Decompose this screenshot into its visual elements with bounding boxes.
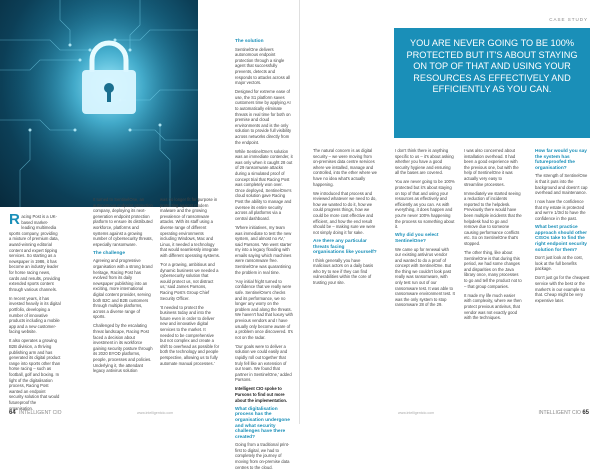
paragraph: 'Any initial fright turned to confidence that we really were safe. SentinelOne's checks and its performance, we no longer any worry on the problem and along the threats. We haven't had that luxury with previous vendors and I have usually only become aware of a problem once discovered. It's not on the radar.	[235, 278, 293, 340]
left-column-1	[9, 211, 61, 415]
paragraph: Challenged by the escalating threat landscape, Racing Post faced a decision about investment in its workforce gaining security posture through its 2020 BYOD platforms, people, processes and policies. Underlying it, the attendant legacy antivirus solution	[93, 323, 153, 374]
paragraph: I don't think there is anything specific to us – it's about asking whether you have a good security hygiene and ensuring all the bases are covered.	[395, 148, 454, 176]
intro-paragraph-2: In recent years, it has invested heavily in its digital portfolio, developing a number of innovative products including a mobile app and a new customer-facing website.	[9, 295, 61, 335]
pull-quote: YOU ARE NEVER GOING TO BE 100% PROTECTED BUT IT'S ABOUT STAYING ON TOP OF THAT AND USING YOUR RESOURCES AS EFFECTIVELY AND EFFICIENTLY AS YOU CAN.	[394, 28, 590, 138]
footer-url-right: www.intelligentcio.com	[398, 411, 435, 415]
intro-paragraph-1: acing Post is a UK-based market-leading multimedia sports company, providing a mixture of premium data, award-winning editorial content and expert tipping services. So starting as a newspaper in 1986, it has become an industry leader for horse racing news, cards and results, providing extended sports content through various channels.	[9, 214, 61, 292]
paragraph: was no longer fit for purpose in protecting against modern malware and the growing prevalence of ransomware attacks. With its staff using a diverse range of different operating environments including Windows, Mac and Linux, it needed a technology that would seamlessly integrate with different operating systems.	[160, 197, 220, 258]
paragraph: Don't just look at the cost, look at the full benefits package.	[535, 255, 583, 272]
folio-right	[539, 410, 592, 416]
question-heading: What digitalisation process has the organisation undergone and what security challenges have there created?	[235, 406, 290, 440]
question-heading: Are there any particular threats facing organisations like yourself?	[313, 238, 377, 256]
paragraph: The other thing, like about SentinelOne is that during this period, we had some changes and disparities on the Java library once, many processes to go and tell the product not to – that group companies.	[464, 250, 522, 289]
left-page	[0, 0, 300, 470]
question-heading: What best practice approach should other CISOs take to find the right endpoint security solution for them?	[535, 225, 587, 253]
section-tag: CASE STUDY	[549, 17, 588, 22]
paragraph: 'It needed to protect the business today and into the future even in order to deliver new and innovative digital services to the market. It needed to be comprehensive but not complex and create a shift to overhead as possible for both the technology and people perspective, allowing us to fully automate manual processes.'	[160, 304, 220, 366]
paragraph: Agreeing and progressive organisation with a strong brand heritage, Racing Post has evolved from its daily newspaper publishing into an exciting, more international digital content provider, serving both B2C and B2B customers through multiple platforms, across a diverse range of sports.	[93, 258, 153, 320]
right-column-2	[395, 148, 455, 312]
right-column-4	[535, 148, 591, 307]
magazine-name: INTELLIGENT CIO	[19, 410, 62, 416]
paragraph: The strength of SentinelOne is that it puts into the background and doesn't cap overhead and maintenance.	[535, 173, 588, 196]
paragraph: SentinelOne delivers autonomous endpoint protection through a single agent that successfully prevents, detects and responds to attacks across all major vectors.	[235, 46, 291, 86]
paragraph: Immediately we started seeing a reduction of incidents reported to the helpdesk. Previously there would have been multiple incidents that the helpdesk had to go and remove due to someone causing performance conflicts etc. So on SentinelOne that's stopped.	[464, 190, 522, 246]
paragraph: We came up for renewal with our existing antivirus vendor and wanted to do a proof of concept with SentinelOne. But the thing we couldn't look past really was ransomware, with only test run out of our ransomware test. It was able to ransomware environment test. It was the only system to stop ransomware 28 of the 29.	[395, 246, 455, 308]
paragraph: The natural concern is as digital security – we were moving from on-premises data centre services where we installed, manage and controlled, into the ether where we have no idea what's actually happening.	[313, 148, 378, 187]
section-heading-challenge: The challenge	[93, 250, 125, 256]
left-column-2	[93, 197, 153, 377]
right-column-1	[313, 148, 377, 289]
page-number: 65	[582, 410, 589, 416]
paragraph: While SentinelOne's solution was an immediate contender, it was only when it caught 28 out of 29 ransomware attacks during a simulated proof of concept trial that Racing Post was completely won over. Once deployed, SentinelOne's cloud solution gave Racing Post the ability to manage and oversee its entire security across all platforms via a central dashboard.	[235, 148, 293, 221]
left-column-3	[160, 197, 220, 370]
paragraph: You are never going to be 100% protected but it's about staying on top of that and using your resources as effectively and efficiently as you can. As with everything, it does happen and you're never 100% happening the process so something about it.	[395, 179, 455, 230]
question-heading: How far would you say the system has futureproofed the organisation?	[535, 149, 587, 171]
drop-cap: R	[9, 211, 20, 228]
paragraph: I think generally you have malicious actors on a daily basis who try to see if they can find vulnerabilities within the core of trusting your site.	[313, 257, 374, 286]
paragraph: 'Where initiatives, my team was immediate to test the new system, and almost no AV,' said Parsons. 'We went starter my into a legacy flooding with emails saying which machines were ransomware free. SentinelOne was quarantining the problem in real time.	[235, 224, 292, 275]
intro-paragraph-3: It also operates a growing B2B division, a thriving publishing arm and has generated its digital product range into sports other than horse racing – such as football, golf and boxing. In light of the digitalisation process, Racing Post wanted an endpoint security solution that would futureproof the organisation.	[9, 338, 61, 411]
paragraph: It made my life much easier with complexity, where we then protect previous antivirus, that vendor was not exactly good with the techniques.	[464, 292, 522, 321]
hero-image-digital-padlock	[0, 0, 198, 207]
footer-url: www.intelligentcio.com	[137, 411, 174, 415]
question-heading: Why did you select SentinelOne?	[395, 233, 439, 244]
page-number: 64	[9, 410, 16, 416]
interview-intro: Intelligent CIO spoke to Parsons to find out more about the implementation.	[235, 386, 288, 403]
paragraph: It turned to SentinelOne, an autonomous endpoint protection company, deploying its next-generation endpoint protection platform to ensure its distributed workforce, platforms and systems against a growing number of cybersecurity threats, especially ransomware.	[93, 197, 153, 247]
folio-left	[9, 410, 62, 416]
paragraph: Designed for extreme ease of use, the S1 platform saves customers time by applying AI to automatically eliminate threats in real time for both on premise and cloud environments and is the only solution to provide full visibility across networks directly from the endpoint.	[235, 89, 292, 145]
middle-column	[235, 38, 293, 474]
paragraph: 'For a growing, ambitious and dynamic business we needed a cybersecurity solution that would protect us, not distract us,' said James Parsons, Racing Post's Group Chief Security Officer.	[160, 262, 219, 301]
paragraph: 'Our goals were to deliver a solution we could easily and rapidly roll out together that truly fell like an extension of our team. We found that partner in SentinelOne,' added Parsons.	[235, 343, 292, 383]
right-column-3	[464, 148, 522, 324]
paragraph: I was also concerned about installation overhead. It had been a good experience with the previous one, but with the help of SentinelOne it was actually very easy to streamline processes.	[464, 148, 519, 187]
paragraph: We introduced that process and reviewed whatever we need to do, how we wanted to do it, how we could progress things, how we could be more cost effective and efficient, and how the end result should be – making sure we were not simply doing it for sake.	[313, 190, 377, 235]
section-heading-solution: The solution	[235, 39, 264, 44]
padlock-circuit-illustration	[0, 0, 198, 207]
paragraph: I now have the confidence that my estate is protected and we're 1/3rd to have the confidence in the past.	[535, 199, 586, 222]
paragraph: Don't just go for the cheapest service with the best or the market's in our example so that. Cheap might be very expensive later.	[535, 275, 590, 303]
paragraph: Going from a traditional print-first to digital, we had to completely the journey of moving from on-premise data centres to the cloud.	[235, 442, 290, 470]
magazine-name: INTELLIGENT CIO	[538, 410, 581, 416]
